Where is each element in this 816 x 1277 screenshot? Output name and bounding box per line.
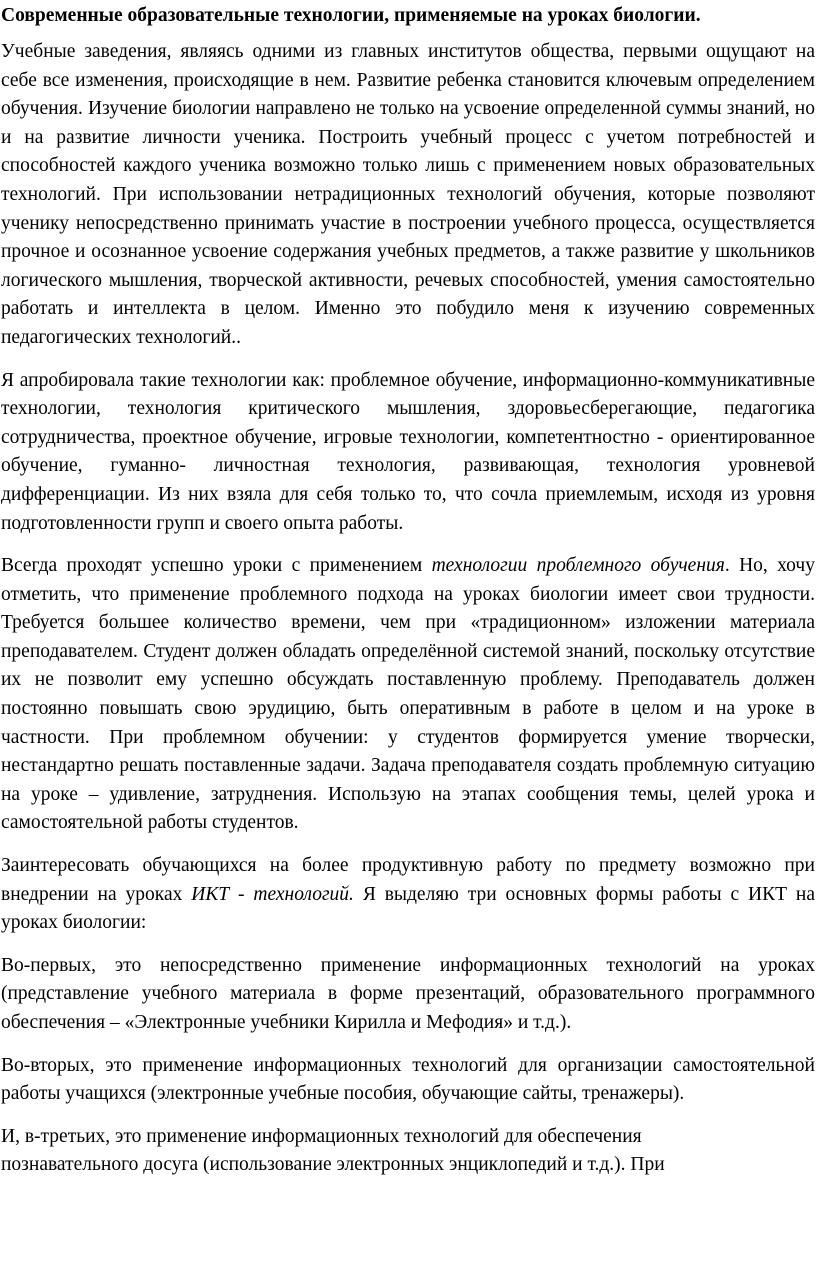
document-title: Современные образовательные технологии, применяемые на уроках биологии. xyxy=(1,5,701,26)
paragraph-technologies-list: Я апробировала такие технологии как: проблемное обучение, информационно-коммуникативные технологии, технология критического мышления, здоровьесберегающие, педагогика сотрудничества, проектное обучение, игровые технологии, компетентностно - ориентированное обучение, гуманно- личностная технология, развивающая, технология уровневой дифференциации. Из них взяла для себя только то, что сочла приемлемым, исходя из уровня подготовленности групп и своего опыта работы. xyxy=(1,369,815,534)
paragraph-problem-learning xyxy=(1,552,815,838)
emphasis-ict: ИКТ - технологий. xyxy=(191,883,354,905)
paragraph-first-form: Во-первых, это непосредственно применение информационных технологий на уроках (представление учебного материала в форме презентаций, образовательного программного обеспечения – «Электронные учебники Кирилла и Мефодия» и т.д.). xyxy=(1,954,815,1033)
paragraph-introduction: Учебные заведения, являясь одними из главных институтов общества, первыми ощущают на себе все изменения, происходящие в нем. Развитие ребенка становится ключевым определением обучения. Изучение биологии направлено не только на усвоение определенной суммы знаний, но и на развитие личности ученика. Построить учебный процесс с учетом потребностей и способностей каждого ученика возможно только лишь с применением новых образовательных технологий. При использовании нетрадиционных технологий обучения, которые позволяют ученику непосредственно принимать участие в построении учебного процесса, осуществляется прочное и осознанное усвоение содержания учебных предметов, а также развитие у школьников логического мышления, творческой активности, речевых способностей, умения самостоятельно работать и интеллекта в целом. Именно это побудило меня к изучению современных педагогических технологий.. xyxy=(1,41,815,348)
emphasis-problem-learning: технологии проблемного обучения xyxy=(431,555,725,577)
paragraph-text-after: Я выделяю три основных формы работы с ИКТ на уроках биологии: xyxy=(1,883,815,934)
paragraph-third-form xyxy=(1,1123,815,1180)
paragraph-text-before: Заинтересовать обучающихся на более продуктивную работу по предмету возможно при внедрении на уроках xyxy=(1,855,815,905)
paragraph-text-before: Всегда проходят успешно уроки с применением xyxy=(1,555,432,577)
paragraph-ict xyxy=(1,852,815,938)
paragraph-line: И, в-третьих, это применение информационных технологий для обеспечения xyxy=(1,1125,642,1147)
paragraph-line: познавательного досуга (использование электронных энциклопедий и т.д.). При xyxy=(1,1154,665,1176)
paragraph-text-after: . Но, хочу отметить, что применение проблемного подхода на уроках биологии имеет свои трудности. Требуется большее количество времени, чем при «традиционном» изложении материала преподавателем. Студент должен обладать определённой системой знаний, поскольку отсутствие их не позволит ему успешно обсуждать поставленную проблему. Преподаватель должен постоянно повышать свою эрудицию, быть оперативным в работе в целом и на уроке в частности. При проблемном обучении: у студентов формируется умение творчески, нестандартно решать поставленные задачи. Задача преподавателя создать проблемную ситуацию на уроке – удивление, затруднения. Использую на этапах сообщения темы, целей урока и самостоятельной работы студентов. xyxy=(1,555,815,834)
paragraph-second-form: Во-вторых, это применение информационных технологий для организации самостоятельной работы учащихся (электронные учебные пособия, обучающие сайты, тренажеры). xyxy=(1,1054,815,1105)
